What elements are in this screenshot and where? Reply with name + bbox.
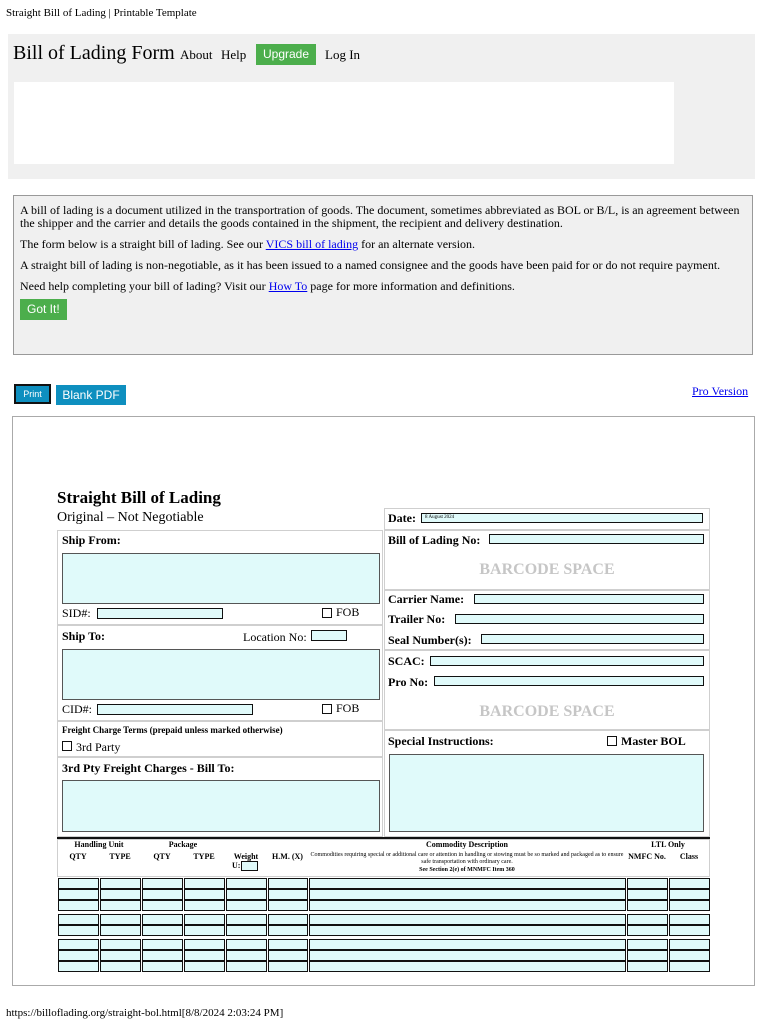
- commodity-cell-input[interactable]: [627, 878, 668, 889]
- info-text: page for more information and definitions.: [307, 279, 515, 293]
- commodity-cell-input[interactable]: [184, 889, 225, 900]
- commodity-cell-input[interactable]: [100, 900, 141, 911]
- nav-login-link[interactable]: Log In: [325, 47, 361, 62]
- commodity-cell-input[interactable]: [226, 961, 267, 972]
- browser-page-title: Straight Bill of Lading | Printable Template: [6, 7, 197, 19]
- commodity-cell-input[interactable]: [669, 925, 710, 936]
- commodity-cell-input[interactable]: [58, 925, 99, 936]
- date-input[interactable]: 8 August 2024: [421, 513, 703, 523]
- form-title: Straight Bill of Lading: [57, 488, 221, 507]
- commodity-cell-input[interactable]: [627, 914, 668, 925]
- commodity-cell-input[interactable]: [58, 889, 99, 900]
- commodity-cell-input[interactable]: [627, 889, 668, 900]
- print-button[interactable]: Print: [14, 384, 51, 404]
- commodity-cell-input[interactable]: [669, 889, 710, 900]
- ship-to-textarea[interactable]: [62, 649, 380, 700]
- header-weight: Weight: [233, 852, 259, 861]
- header-commodity-reference: See Section 2(e) of MNMFC Item 360: [419, 867, 515, 873]
- vics-bol-link[interactable]: VICS bill of lading: [265, 237, 359, 251]
- site-brand-link[interactable]: Bill of Lading Form: [13, 42, 175, 64]
- info-paragraph-alternate: [20, 238, 746, 251]
- cid-label: CID#:: [62, 702, 92, 716]
- commodity-cell-input[interactable]: [309, 961, 626, 972]
- header-hazmat: H.M. (X): [272, 852, 303, 861]
- bol-number-label: Bill of Lading No:: [388, 533, 481, 547]
- commodity-cell-input[interactable]: [226, 900, 267, 911]
- ship-to-label: Ship To:: [62, 629, 106, 643]
- commodity-cell-input[interactable]: [226, 925, 267, 936]
- commodity-cell-input[interactable]: [184, 950, 225, 961]
- commodity-cell-input[interactable]: [627, 961, 668, 972]
- commodity-cell-input[interactable]: [627, 939, 668, 950]
- nav-help-link[interactable]: Help: [221, 47, 247, 62]
- special-instructions-label: Special Instructions:: [388, 734, 494, 748]
- how-to-link[interactable]: How To: [268, 279, 308, 293]
- commodity-cell-input[interactable]: [226, 889, 267, 900]
- carrier-name-input[interactable]: [474, 594, 704, 604]
- commodity-cell-input[interactable]: [100, 925, 141, 936]
- ship-from-label: Ship From:: [62, 533, 121, 547]
- cid-input[interactable]: [97, 704, 253, 715]
- commodity-cell-input[interactable]: [142, 900, 183, 911]
- seal-numbers-input[interactable]: [481, 634, 704, 644]
- commodity-cell-input[interactable]: [142, 889, 183, 900]
- scac-label: SCAC:: [388, 654, 425, 668]
- commodity-cell-input[interactable]: [268, 939, 308, 950]
- header-package-type: TYPE: [193, 852, 215, 861]
- commodity-cell-input[interactable]: [268, 950, 308, 961]
- sid-label: SID#:: [62, 606, 91, 620]
- ship-from-fob-checkbox[interactable]: [322, 608, 332, 618]
- commodity-cell-input[interactable]: [58, 939, 99, 950]
- commodity-cell-input[interactable]: [268, 878, 308, 889]
- pro-no-input[interactable]: [434, 676, 704, 686]
- pro-version-link[interactable]: Pro Version: [692, 384, 749, 398]
- special-instructions-textarea[interactable]: [389, 754, 704, 832]
- ad-banner-space: [14, 82, 674, 164]
- browser-footer-url: https://billoflading.org/straight-bol.html[8/8/2024 2:03:24 PM]: [6, 1007, 284, 1019]
- date-label: Date:: [388, 511, 416, 525]
- commodity-cell-input[interactable]: [226, 950, 267, 961]
- commodity-cell-input[interactable]: [58, 900, 99, 911]
- commodity-cell-input[interactable]: [58, 950, 99, 961]
- commodity-cell-input[interactable]: [669, 900, 710, 911]
- header-handling-type: TYPE: [109, 852, 131, 861]
- commodity-cell-input[interactable]: [226, 878, 267, 889]
- commodity-cell-input[interactable]: [100, 914, 141, 925]
- form-subtitle: Original – Not Negotiable: [57, 510, 204, 525]
- bol-number-input[interactable]: [489, 534, 704, 544]
- location-no-input[interactable]: [311, 630, 347, 641]
- commodity-cell-input[interactable]: [309, 914, 626, 925]
- location-no-label: Location No:: [243, 630, 307, 644]
- info-paragraph-help: [20, 280, 746, 293]
- weight-unit-input[interactable]: [241, 861, 258, 871]
- commodity-cell-input[interactable]: [268, 925, 308, 936]
- commodity-cell-input[interactable]: [669, 950, 710, 961]
- commodity-cell-input[interactable]: [58, 878, 99, 889]
- commodity-cell-input[interactable]: [669, 961, 710, 972]
- header-handling-qty: QTY: [69, 852, 87, 861]
- commodity-cell-input[interactable]: [309, 889, 626, 900]
- info-paragraph-non-negotiable: A straight bill of lading is non-negotiable, as it has been issued to a named consignee and the goods have been paid for or do not require payment.: [20, 258, 721, 272]
- upgrade-button[interactable]: Upgrade: [256, 44, 316, 65]
- trailer-no-input[interactable]: [455, 614, 704, 624]
- commodity-cell-input[interactable]: [184, 925, 225, 936]
- scac-input[interactable]: [430, 656, 704, 666]
- commodity-cell-input[interactable]: [309, 878, 626, 889]
- ship-from-textarea[interactable]: [62, 553, 380, 604]
- commodity-cell-input[interactable]: [268, 900, 308, 911]
- commodity-cell-input[interactable]: [669, 939, 710, 950]
- commodity-cell-input[interactable]: [100, 878, 141, 889]
- third-party-checkbox[interactable]: [62, 741, 72, 751]
- barcode-space-top: BARCODE SPACE: [479, 561, 615, 578]
- blank-pdf-button[interactable]: Blank PDF: [56, 385, 126, 405]
- header-class: Class: [679, 852, 699, 861]
- header-commodity-note: Commodities requiring special or additional care or attention in handling or stowing must be so marked and packaged as to ensure safe transportation with ordinary care.: [310, 852, 624, 865]
- commodity-cell-input[interactable]: [184, 961, 225, 972]
- commodity-cell-input[interactable]: [226, 939, 267, 950]
- commodity-cell-input[interactable]: [627, 950, 668, 961]
- header-ltl-only: LTL Only: [651, 840, 685, 849]
- info-text: The form below is a straight bill of lading. See our: [20, 237, 266, 251]
- commodity-cell-input[interactable]: [669, 878, 710, 889]
- commodity-cell-input[interactable]: [142, 925, 183, 936]
- commodity-cell-input[interactable]: [184, 939, 225, 950]
- pro-no-label: Pro No:: [388, 675, 429, 689]
- commodity-cell-input[interactable]: [142, 878, 183, 889]
- commodity-cell-input[interactable]: [58, 914, 99, 925]
- commodity-cell-input[interactable]: [100, 889, 141, 900]
- commodity-cell-input[interactable]: [309, 950, 626, 961]
- commodity-cell-input[interactable]: [669, 914, 710, 925]
- commodity-cell-input[interactable]: [100, 961, 141, 972]
- sid-input[interactable]: [97, 608, 223, 619]
- commodity-cell-input[interactable]: [184, 900, 225, 911]
- commodity-cell-input[interactable]: [142, 950, 183, 961]
- header-nmfc-no: NMFC No.: [628, 852, 666, 861]
- header-commodity-description: Commodity Description: [426, 840, 508, 849]
- commodity-cell-input[interactable]: [268, 914, 308, 925]
- info-paragraph-definition: A bill of lading is a document utilized in the transportration of goods. The document, sometimes abbreviated as BOL or B/L, is an agreement between the shipper and the carrier and details the goods contained in the shipment, the recipient and delivery destination.: [20, 203, 740, 230]
- commodity-cell-input[interactable]: [100, 950, 141, 961]
- commodity-cell-input[interactable]: [268, 961, 308, 972]
- header-package-qty: QTY: [153, 852, 171, 861]
- got-it-button[interactable]: Got It!: [20, 299, 67, 320]
- info-panel: [13, 195, 753, 355]
- ship-to-fob-label: FOB: [336, 701, 360, 715]
- third-party-label: 3rd Party: [76, 740, 121, 754]
- commodity-cell-input[interactable]: [268, 889, 308, 900]
- commodity-cell-input[interactable]: [309, 925, 626, 936]
- barcode-space-bottom: BARCODE SPACE: [479, 703, 615, 720]
- freight-terms-label: Freight Charge Terms (prepaid unless marked otherwise): [62, 725, 283, 735]
- commodity-cell-input[interactable]: [309, 939, 626, 950]
- master-bol-checkbox[interactable]: [607, 736, 617, 746]
- third-party-bill-to-label: 3rd Pty Freight Charges - Bill To:: [62, 761, 235, 775]
- commodity-cell-input[interactable]: [142, 939, 183, 950]
- commodity-cell-input[interactable]: [100, 939, 141, 950]
- commodity-cell-input[interactable]: [184, 878, 225, 889]
- ship-to-fob-checkbox[interactable]: [322, 704, 332, 714]
- header-package: Package: [168, 840, 198, 849]
- nav-about-link[interactable]: About: [180, 47, 213, 62]
- commodity-cell-input[interactable]: [142, 914, 183, 925]
- commodity-cell-input[interactable]: [627, 925, 668, 936]
- commodity-cell-input[interactable]: [309, 900, 626, 911]
- commodity-cell-input[interactable]: [226, 914, 267, 925]
- carrier-name-label: Carrier Name:: [388, 592, 465, 606]
- info-text: Need help completing your bill of lading? Visit our: [20, 279, 269, 293]
- third-party-bill-to-textarea[interactable]: [62, 780, 380, 832]
- header-weight-unit-label: U:: [232, 861, 241, 870]
- ship-from-fob-label: FOB: [336, 605, 360, 619]
- commodity-cell-input[interactable]: [142, 961, 183, 972]
- commodity-cell-input[interactable]: [58, 961, 99, 972]
- commodity-cell-input[interactable]: [627, 900, 668, 911]
- info-text: for an alternate version.: [358, 237, 476, 251]
- master-bol-label: Master BOL: [621, 734, 686, 748]
- seal-numbers-label: Seal Number(s):: [388, 633, 472, 647]
- trailer-no-label: Trailer No:: [388, 612, 446, 626]
- header-handling-unit: Handling Unit: [74, 840, 124, 849]
- commodity-cell-input[interactable]: [184, 914, 225, 925]
